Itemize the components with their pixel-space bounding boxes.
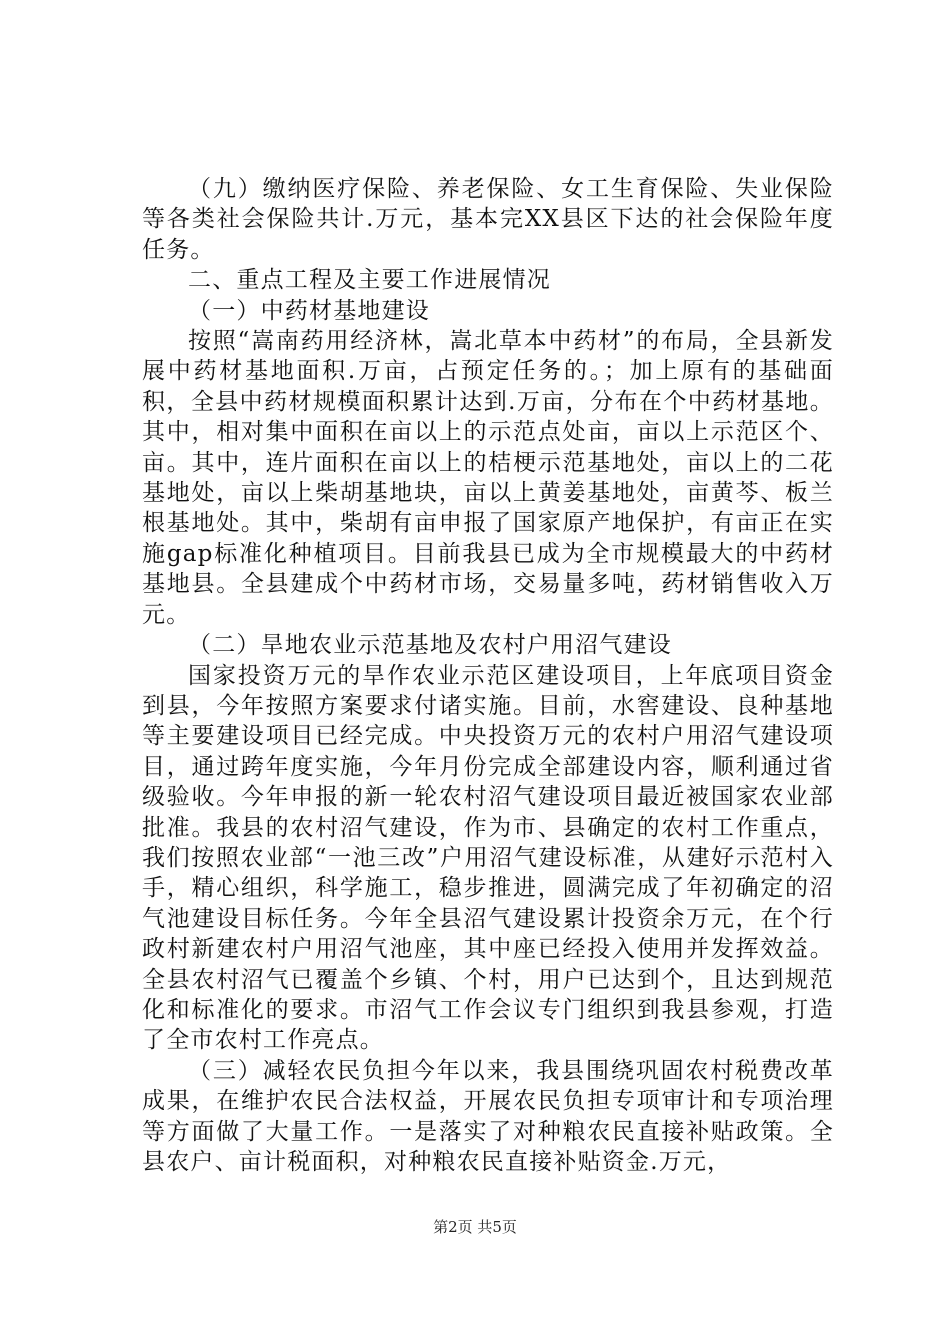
paragraph-dryland-biogas: 国家投资万元的旱作农业示范区建设项目，上年底项目资金到县，今年按照方案要求付诸实施。目前，水窖建设、良种基地等主要建设项目已经完成。中央投资万元的农村户用沼气建设项目，通过跨年度实施，今年月份完成全部建设内容，顺利通过省级验收。今年申报的新一轮农村沼气建设项目最近被国家农业部批准。我县的农村沼气建设，作为市、县确定的农村工作重点，我们按照农业部“一池三改”户用沼气建设标准，从建好示范村入手，精心组织，科学施工，稳步推进，圆满完成了年初确定的沼气池建设目标任务。今年全县沼气建设累计投资余万元，在个行政村新建农村户用沼气池座，其中座已经投入使用并发挥效益。全县农村沼气已覆盖个乡镇、个村，用户已达到个，且达到规范化和标准化的要求。市沼气工作会议专门组织到我县参观，打造了全市农村工作亮点。 [142, 662, 834, 1054]
paragraph-farmer-burden: （三）减轻农民负担今年以来，我县围绕巩固农村税费改革成果，在维护农民合法权益，开展农民负担专项审计和专项治理等方面做了大量工作。一是落实了对种粮农民直接补贴政策。全县农户、亩计税面积，对种粮农民直接补贴资金.万元， [142, 1057, 834, 1175]
document-body [142, 174, 834, 1177]
page-number-footer: 第2页 共5页 [433, 1218, 517, 1236]
paragraph-herb-base: 按照“嵩南药用经济林，嵩北草本中药材”的布局，全县新发展中药材基地面积.万亩，占预定任务的。；加上原有的基础面积，全县中药材规模面积累计达到.万亩，分布在个中药材基地。其中，相对集中面积在亩以上的示范点处亩，亩以上示范区个、亩。其中，连片面积在亩以上的桔梗示范基地处，亩以上的二花基地处，亩以上柴胡基地块，亩以上黄姜基地处，亩黄芩、板兰根基地处。其中，柴胡有亩申报了国家原产地保护，有亩正在实施gap标准化种植项目。目前我县已成为全市规模最大的中药材基地县。全县建成个中药材市场，交易量多吨，药材销售收入万元。 [142, 328, 834, 628]
paragraph-social-insurance: （九）缴纳医疗保险、养老保险、女工生育保险、失业保险等各类社会保险共计.万元，基本完XX县区下达的社会保险年度任务。 [142, 176, 834, 263]
subheading-dryland-biogas: （二）旱地农业示范基地及农村户用沼气建设 [188, 632, 672, 659]
section-heading-key-projects: 二、重点工程及主要工作进展情况 [188, 267, 551, 294]
subheading-herb-base: （一）中药材基地建设 [188, 297, 430, 324]
